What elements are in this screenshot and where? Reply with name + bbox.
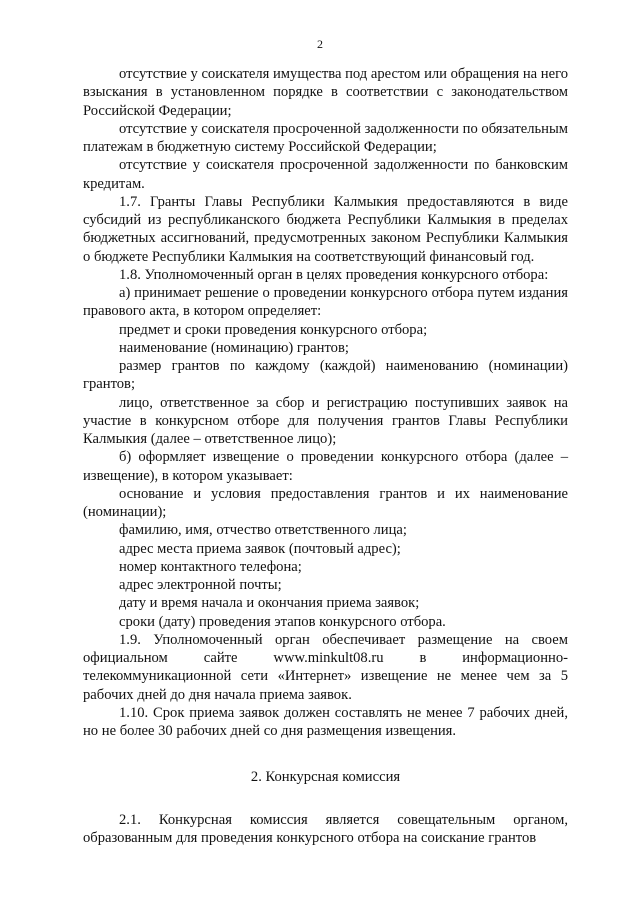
paragraph: адрес электронной почты; — [119, 577, 282, 593]
paragraph: отсутствие у соискателя имущества под арестом или обращения на него взыскания в установленном порядке в соответствии с законодательством Российской Федерации; — [83, 66, 568, 119]
paragraph: предмет и сроки проведения конкурсного отбора; — [119, 321, 428, 338]
page-number: 2 — [317, 37, 323, 51]
document-body — [83, 65, 568, 847]
paragraph: отсутствие у соискателя просроченной задолженности по банковским кредитам. — [83, 157, 568, 192]
section-1-text — [83, 65, 568, 740]
paragraph: отсутствие у соискателя просроченной задолженности по обязательным платежам в бюджетную систему Российской Федерации; — [83, 120, 568, 155]
paragraph: основание и условия предоставления грантов и их наименование (номинации); — [83, 485, 568, 520]
paragraph: фамилию, имя, отчество ответственного лица; — [119, 522, 407, 539]
paragraph: а) принимает решение о проведении конкурсного отбора путем издания правового акта, в котором определяет: — [83, 285, 568, 320]
paragraph: наименование (номинацию) грантов; — [119, 339, 349, 356]
paragraph: 1.9. Уполномоченный орган обеспечивает размещение на своем официальном сайте www.minkult08.ru в информационно-телекоммуникационной сети «Интернет» извещение не менее чем за 5 рабочих дней до дня начала приема заявок. — [83, 631, 568, 703]
paragraph: б) оформляет извещение о проведении конкурсного отбора (далее – извещение), в котором указывает: — [83, 449, 568, 484]
paragraph: номер контактного телефона; — [119, 558, 302, 575]
paragraph: 1.7. Гранты Главы Республики Калмыкия предоставляются в виде субсидий из республиканского бюджета Республики Калмыкия в пределах бюджетных ассигнований, предусмотренных законом Республики Калмыкия о бюджете Республики Калмыкия на соответствующий финансовый год. — [83, 193, 568, 265]
paragraph: размер грантов по каждому (каждой) наименованию (номинации) грантов; — [83, 358, 568, 393]
paragraph: лицо, ответственное за сбор и регистрацию поступивших заявок на участие в конкурсном отборе для получения грантов Главы Республики Калмыкия (далее – ответственное лицо); — [83, 394, 568, 447]
paragraph: адрес места приема заявок (почтовый адрес); — [119, 540, 401, 557]
paragraph: 1.8. Уполномоченный орган в целях проведения конкурсного отбора: — [119, 266, 549, 283]
paragraph: сроки (дату) проведения этапов конкурсного отбора. — [119, 613, 446, 630]
paragraph: дату и время начала и окончания приема заявок; — [119, 595, 420, 612]
section-heading: 2. Конкурсная комиссия — [250, 769, 401, 786]
paragraph: 2.1. Конкурсная комиссия является совещательным органом, образованным для проведения конкурсного отбора на соискание грантов — [83, 811, 568, 846]
section-2-text — [83, 811, 568, 848]
paragraph: 1.10. Срок приема заявок должен составлять не менее 7 рабочих дней, но не более 30 рабочих дней со дня размещения извещения. — [83, 704, 568, 739]
